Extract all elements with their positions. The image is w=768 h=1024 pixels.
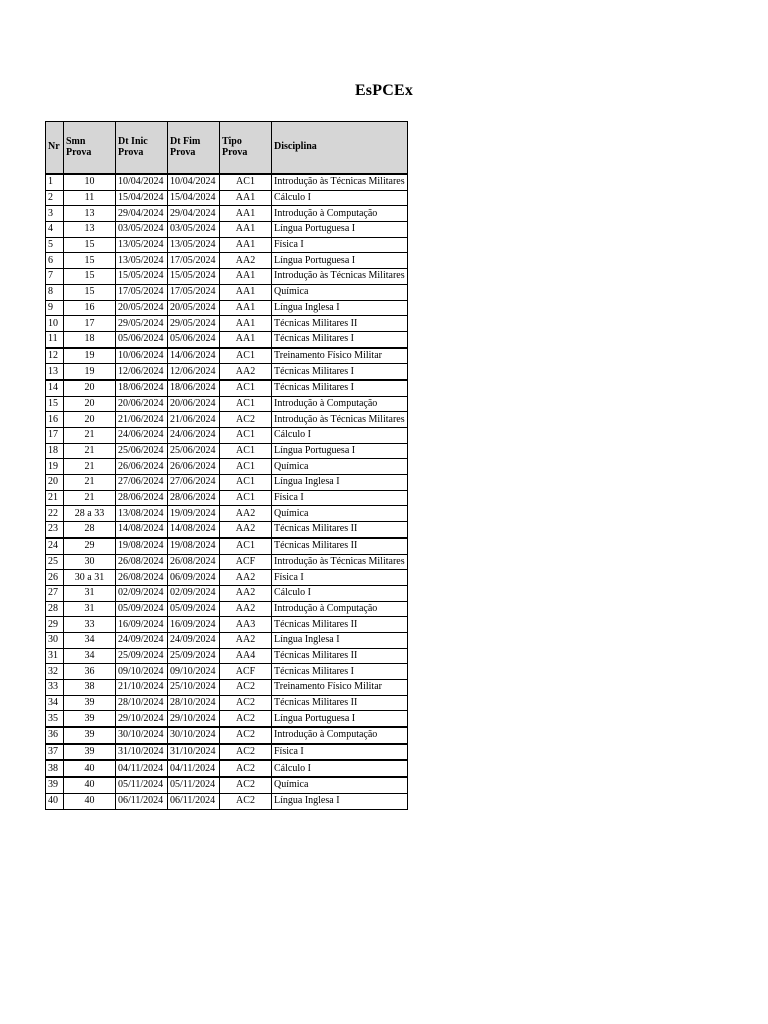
cell-nr: 39 <box>46 777 64 793</box>
cell-disciplina: Língua Inglesa I <box>272 475 408 491</box>
cell-disciplina: Técnicas Militares I <box>272 664 408 680</box>
table-row <box>46 269 408 285</box>
cell-smn-prova: 31 <box>64 585 116 601</box>
cell-disciplina: Treinamento Físico Militar <box>272 680 408 696</box>
cell-disciplina: Técnicas Militares II <box>272 648 408 664</box>
cell-tipo-prova: AA2 <box>220 632 272 648</box>
cell-dt-fim-prova: 28/10/2024 <box>168 695 220 711</box>
cell-tipo-prova: AC2 <box>220 777 272 793</box>
cell-smn-prova: 30 a 31 <box>64 570 116 586</box>
cell-smn-prova: 20 <box>64 380 116 396</box>
cell-dt-fim-prova: 28/06/2024 <box>168 490 220 506</box>
cell-dt-fim-prova: 25/06/2024 <box>168 443 220 459</box>
cell-dt-fim-prova: 25/10/2024 <box>168 680 220 696</box>
header-nr: Nr <box>46 122 64 175</box>
cell-tipo-prova: AA1 <box>220 284 272 300</box>
cell-dt-fim-prova: 19/08/2024 <box>168 538 220 554</box>
cell-tipo-prova: AA1 <box>220 206 272 222</box>
table-row <box>46 664 408 680</box>
cell-tipo-prova: AA3 <box>220 617 272 633</box>
table-row <box>46 459 408 475</box>
cell-nr: 17 <box>46 428 64 444</box>
cell-smn-prova: 21 <box>64 443 116 459</box>
table-row <box>46 554 408 570</box>
table-body <box>46 174 408 809</box>
cell-tipo-prova: AC2 <box>220 744 272 761</box>
cell-nr: 30 <box>46 632 64 648</box>
header-dt-inic-prova: Dt Inic Prova <box>116 122 168 175</box>
cell-disciplina: Química <box>272 777 408 793</box>
cell-tipo-prova: ACF <box>220 664 272 680</box>
cell-tipo-prova: AC1 <box>220 396 272 412</box>
table-row <box>46 364 408 380</box>
cell-disciplina: Física I <box>272 744 408 761</box>
cell-dt-inic-prova: 12/06/2024 <box>116 364 168 380</box>
cell-smn-prova: 34 <box>64 648 116 664</box>
cell-smn-prova: 40 <box>64 777 116 793</box>
cell-tipo-prova: AC1 <box>220 348 272 364</box>
cell-dt-inic-prova: 29/04/2024 <box>116 206 168 222</box>
cell-dt-fim-prova: 04/11/2024 <box>168 760 220 777</box>
cell-tipo-prova: AC1 <box>220 174 272 190</box>
cell-nr: 29 <box>46 617 64 633</box>
cell-dt-inic-prova: 24/06/2024 <box>116 428 168 444</box>
cell-tipo-prova: AA2 <box>220 522 272 538</box>
cell-nr: 16 <box>46 412 64 428</box>
cell-nr: 21 <box>46 490 64 506</box>
cell-tipo-prova: AA2 <box>220 585 272 601</box>
cell-smn-prova: 10 <box>64 174 116 190</box>
cell-nr: 13 <box>46 364 64 380</box>
cell-dt-inic-prova: 10/04/2024 <box>116 174 168 190</box>
cell-smn-prova: 15 <box>64 253 116 269</box>
cell-disciplina: Introdução à Computação <box>272 206 408 222</box>
cell-smn-prova: 29 <box>64 538 116 554</box>
cell-disciplina: Física I <box>272 490 408 506</box>
cell-smn-prova: 20 <box>64 412 116 428</box>
cell-nr: 1 <box>46 174 64 190</box>
cell-disciplina: Química <box>272 506 408 522</box>
cell-dt-inic-prova: 05/06/2024 <box>116 331 168 347</box>
cell-dt-inic-prova: 09/10/2024 <box>116 664 168 680</box>
cell-smn-prova: 40 <box>64 793 116 809</box>
cell-tipo-prova: AC2 <box>220 711 272 727</box>
cell-dt-inic-prova: 18/06/2024 <box>116 380 168 396</box>
cell-smn-prova: 20 <box>64 396 116 412</box>
cell-nr: 37 <box>46 744 64 761</box>
table-row <box>46 538 408 554</box>
cell-dt-inic-prova: 21/06/2024 <box>116 412 168 428</box>
cell-dt-fim-prova: 15/04/2024 <box>168 190 220 206</box>
cell-smn-prova: 11 <box>64 190 116 206</box>
cell-smn-prova: 34 <box>64 632 116 648</box>
cell-dt-fim-prova: 29/10/2024 <box>168 711 220 727</box>
table-row <box>46 522 408 538</box>
cell-dt-inic-prova: 04/11/2024 <box>116 760 168 777</box>
cell-smn-prova: 21 <box>64 475 116 491</box>
cell-disciplina: Introdução à Computação <box>272 396 408 412</box>
cell-disciplina: Introdução às Técnicas Militares <box>272 554 408 570</box>
cell-nr: 18 <box>46 443 64 459</box>
table-row <box>46 680 408 696</box>
cell-smn-prova: 15 <box>64 284 116 300</box>
table-row <box>46 475 408 491</box>
cell-dt-fim-prova: 06/11/2024 <box>168 793 220 809</box>
header-row <box>46 122 408 175</box>
cell-dt-fim-prova: 05/06/2024 <box>168 331 220 347</box>
cell-nr: 6 <box>46 253 64 269</box>
cell-disciplina: Técnicas Militares I <box>272 364 408 380</box>
table-row <box>46 284 408 300</box>
cell-dt-fim-prova: 26/06/2024 <box>168 459 220 475</box>
cell-disciplina: Técnicas Militares I <box>272 380 408 396</box>
cell-disciplina: Técnicas Militares II <box>272 617 408 633</box>
cell-disciplina: Treinamento Físico Militar <box>272 348 408 364</box>
cell-dt-fim-prova: 21/06/2024 <box>168 412 220 428</box>
cell-smn-prova: 31 <box>64 601 116 617</box>
table-row <box>46 396 408 412</box>
cell-tipo-prova: AA4 <box>220 648 272 664</box>
cell-dt-fim-prova: 13/05/2024 <box>168 237 220 253</box>
cell-tipo-prova: AA1 <box>220 190 272 206</box>
cell-dt-inic-prova: 15/05/2024 <box>116 269 168 285</box>
cell-dt-inic-prova: 14/08/2024 <box>116 522 168 538</box>
cell-disciplina: Língua Inglesa I <box>272 632 408 648</box>
cell-smn-prova: 30 <box>64 554 116 570</box>
cell-dt-inic-prova: 13/05/2024 <box>116 253 168 269</box>
cell-disciplina: Técnicas Militares II <box>272 538 408 554</box>
cell-dt-fim-prova: 24/06/2024 <box>168 428 220 444</box>
exam-schedule-table <box>45 121 408 810</box>
cell-dt-inic-prova: 02/09/2024 <box>116 585 168 601</box>
cell-smn-prova: 38 <box>64 680 116 696</box>
cell-tipo-prova: AC2 <box>220 793 272 809</box>
cell-disciplina: Química <box>272 459 408 475</box>
cell-dt-inic-prova: 26/06/2024 <box>116 459 168 475</box>
table-row <box>46 648 408 664</box>
cell-disciplina: Cálculo I <box>272 760 408 777</box>
cell-tipo-prova: AC2 <box>220 727 272 744</box>
cell-dt-inic-prova: 05/09/2024 <box>116 601 168 617</box>
cell-smn-prova: 19 <box>64 364 116 380</box>
cell-dt-fim-prova: 19/09/2024 <box>168 506 220 522</box>
cell-nr: 10 <box>46 316 64 332</box>
cell-dt-fim-prova: 14/06/2024 <box>168 348 220 364</box>
table-row <box>46 237 408 253</box>
cell-dt-fim-prova: 03/05/2024 <box>168 222 220 238</box>
cell-dt-fim-prova: 06/09/2024 <box>168 570 220 586</box>
cell-dt-inic-prova: 20/05/2024 <box>116 300 168 316</box>
cell-nr: 25 <box>46 554 64 570</box>
cell-smn-prova: 39 <box>64 727 116 744</box>
cell-nr: 9 <box>46 300 64 316</box>
table-row <box>46 380 408 396</box>
table-row <box>46 727 408 744</box>
cell-disciplina: Técnicas Militares I <box>272 331 408 347</box>
table-header <box>46 122 408 175</box>
table-row <box>46 570 408 586</box>
cell-smn-prova: 28 <box>64 522 116 538</box>
cell-tipo-prova: AC1 <box>220 459 272 475</box>
cell-tipo-prova: AC1 <box>220 475 272 491</box>
table-row <box>46 777 408 793</box>
cell-dt-fim-prova: 30/10/2024 <box>168 727 220 744</box>
cell-dt-fim-prova: 05/09/2024 <box>168 601 220 617</box>
cell-dt-inic-prova: 27/06/2024 <box>116 475 168 491</box>
cell-disciplina: Cálculo I <box>272 190 408 206</box>
cell-disciplina: Técnicas Militares II <box>272 316 408 332</box>
cell-smn-prova: 40 <box>64 760 116 777</box>
cell-smn-prova: 28 a 33 <box>64 506 116 522</box>
cell-smn-prova: 36 <box>64 664 116 680</box>
cell-dt-inic-prova: 31/10/2024 <box>116 744 168 761</box>
cell-nr: 26 <box>46 570 64 586</box>
cell-dt-fim-prova: 26/08/2024 <box>168 554 220 570</box>
cell-disciplina: Introdução à Computação <box>272 601 408 617</box>
table-row <box>46 253 408 269</box>
table-row <box>46 744 408 761</box>
cell-tipo-prova: AA2 <box>220 364 272 380</box>
table-row <box>46 585 408 601</box>
cell-nr: 36 <box>46 727 64 744</box>
cell-dt-fim-prova: 20/05/2024 <box>168 300 220 316</box>
cell-tipo-prova: AC1 <box>220 538 272 554</box>
cell-dt-inic-prova: 24/09/2024 <box>116 632 168 648</box>
page-title: EsPCEx <box>354 82 414 99</box>
table-row <box>46 793 408 809</box>
table-row <box>46 490 408 506</box>
cell-dt-inic-prova: 21/10/2024 <box>116 680 168 696</box>
cell-nr: 7 <box>46 269 64 285</box>
cell-smn-prova: 39 <box>64 695 116 711</box>
cell-tipo-prova: AC2 <box>220 680 272 696</box>
cell-disciplina: Introdução à Computação <box>272 727 408 744</box>
cell-dt-inic-prova: 13/05/2024 <box>116 237 168 253</box>
cell-dt-fim-prova: 29/05/2024 <box>168 316 220 332</box>
cell-tipo-prova: AA2 <box>220 601 272 617</box>
cell-nr: 23 <box>46 522 64 538</box>
cell-dt-fim-prova: 27/06/2024 <box>168 475 220 491</box>
table-row <box>46 760 408 777</box>
cell-nr: 8 <box>46 284 64 300</box>
cell-tipo-prova: AC2 <box>220 760 272 777</box>
cell-dt-fim-prova: 15/05/2024 <box>168 269 220 285</box>
table-row <box>46 206 408 222</box>
cell-tipo-prova: AC1 <box>220 490 272 506</box>
cell-disciplina: Língua Inglesa I <box>272 300 408 316</box>
cell-nr: 5 <box>46 237 64 253</box>
cell-dt-inic-prova: 28/10/2024 <box>116 695 168 711</box>
cell-dt-fim-prova: 09/10/2024 <box>168 664 220 680</box>
cell-dt-inic-prova: 03/05/2024 <box>116 222 168 238</box>
cell-dt-fim-prova: 29/04/2024 <box>168 206 220 222</box>
cell-tipo-prova: AC2 <box>220 412 272 428</box>
cell-smn-prova: 15 <box>64 237 116 253</box>
cell-smn-prova: 21 <box>64 490 116 506</box>
cell-disciplina: Química <box>272 284 408 300</box>
cell-disciplina: Língua Inglesa I <box>272 793 408 809</box>
header-tipo-prova: Tipo Prova <box>220 122 272 175</box>
table-row <box>46 222 408 238</box>
cell-smn-prova: 21 <box>64 428 116 444</box>
cell-dt-fim-prova: 20/06/2024 <box>168 396 220 412</box>
cell-nr: 3 <box>46 206 64 222</box>
table-row <box>46 174 408 190</box>
cell-smn-prova: 15 <box>64 269 116 285</box>
cell-smn-prova: 39 <box>64 744 116 761</box>
cell-dt-fim-prova: 24/09/2024 <box>168 632 220 648</box>
cell-nr: 38 <box>46 760 64 777</box>
cell-dt-inic-prova: 19/08/2024 <box>116 538 168 554</box>
table-row <box>46 428 408 444</box>
table-row <box>46 632 408 648</box>
cell-dt-fim-prova: 14/08/2024 <box>168 522 220 538</box>
cell-dt-fim-prova: 02/09/2024 <box>168 585 220 601</box>
cell-tipo-prova: ACF <box>220 554 272 570</box>
cell-smn-prova: 13 <box>64 206 116 222</box>
table-row <box>46 412 408 428</box>
table-row <box>46 316 408 332</box>
table-row <box>46 601 408 617</box>
table-row <box>46 300 408 316</box>
cell-tipo-prova: AA2 <box>220 506 272 522</box>
cell-smn-prova: 16 <box>64 300 116 316</box>
cell-dt-fim-prova: 17/05/2024 <box>168 253 220 269</box>
table-row <box>46 443 408 459</box>
cell-dt-inic-prova: 25/06/2024 <box>116 443 168 459</box>
cell-tipo-prova: AA1 <box>220 331 272 347</box>
cell-disciplina: Técnicas Militares II <box>272 695 408 711</box>
cell-smn-prova: 18 <box>64 331 116 347</box>
cell-smn-prova: 17 <box>64 316 116 332</box>
cell-dt-inic-prova: 30/10/2024 <box>116 727 168 744</box>
cell-disciplina: Introdução às Técnicas Militares <box>272 412 408 428</box>
cell-dt-inic-prova: 17/05/2024 <box>116 284 168 300</box>
cell-nr: 12 <box>46 348 64 364</box>
cell-nr: 2 <box>46 190 64 206</box>
cell-nr: 14 <box>46 380 64 396</box>
cell-dt-inic-prova: 29/05/2024 <box>116 316 168 332</box>
cell-nr: 35 <box>46 711 64 727</box>
cell-dt-fim-prova: 12/06/2024 <box>168 364 220 380</box>
cell-dt-inic-prova: 15/04/2024 <box>116 190 168 206</box>
cell-smn-prova: 33 <box>64 617 116 633</box>
cell-dt-inic-prova: 29/10/2024 <box>116 711 168 727</box>
cell-nr: 32 <box>46 664 64 680</box>
cell-dt-fim-prova: 25/09/2024 <box>168 648 220 664</box>
cell-dt-inic-prova: 25/09/2024 <box>116 648 168 664</box>
cell-disciplina: Técnicas Militares II <box>272 522 408 538</box>
cell-tipo-prova: AA2 <box>220 253 272 269</box>
cell-dt-fim-prova: 17/05/2024 <box>168 284 220 300</box>
cell-disciplina: Língua Portuguesa I <box>272 443 408 459</box>
cell-disciplina: Física I <box>272 570 408 586</box>
cell-disciplina: Língua Portuguesa I <box>272 711 408 727</box>
cell-dt-inic-prova: 16/09/2024 <box>116 617 168 633</box>
cell-nr: 27 <box>46 585 64 601</box>
cell-tipo-prova: AC1 <box>220 428 272 444</box>
cell-nr: 4 <box>46 222 64 238</box>
cell-nr: 24 <box>46 538 64 554</box>
cell-tipo-prova: AA1 <box>220 222 272 238</box>
cell-disciplina: Língua Portuguesa I <box>272 253 408 269</box>
cell-nr: 11 <box>46 331 64 347</box>
cell-dt-inic-prova: 28/06/2024 <box>116 490 168 506</box>
cell-disciplina: Cálculo I <box>272 585 408 601</box>
cell-dt-fim-prova: 31/10/2024 <box>168 744 220 761</box>
cell-smn-prova: 21 <box>64 459 116 475</box>
cell-smn-prova: 19 <box>64 348 116 364</box>
cell-dt-inic-prova: 13/08/2024 <box>116 506 168 522</box>
cell-disciplina: Introdução às Técnicas Militares <box>272 174 408 190</box>
cell-tipo-prova: AA1 <box>220 300 272 316</box>
cell-dt-inic-prova: 26/08/2024 <box>116 570 168 586</box>
cell-dt-inic-prova: 05/11/2024 <box>116 777 168 793</box>
table-row <box>46 695 408 711</box>
cell-nr: 19 <box>46 459 64 475</box>
cell-disciplina: Cálculo I <box>272 428 408 444</box>
cell-tipo-prova: AC1 <box>220 443 272 459</box>
table-row <box>46 711 408 727</box>
cell-tipo-prova: AC2 <box>220 695 272 711</box>
cell-dt-inic-prova: 06/11/2024 <box>116 793 168 809</box>
cell-disciplina: Introdução às Técnicas Militares <box>272 269 408 285</box>
header-dt-fim-prova: Dt Fim Prova <box>168 122 220 175</box>
cell-nr: 22 <box>46 506 64 522</box>
cell-dt-fim-prova: 16/09/2024 <box>168 617 220 633</box>
cell-tipo-prova: AA2 <box>220 570 272 586</box>
cell-nr: 33 <box>46 680 64 696</box>
table-row <box>46 190 408 206</box>
table-row <box>46 331 408 347</box>
cell-dt-fim-prova: 05/11/2024 <box>168 777 220 793</box>
cell-dt-inic-prova: 10/06/2024 <box>116 348 168 364</box>
cell-disciplina: Língua Portuguesa I <box>272 222 408 238</box>
cell-nr: 34 <box>46 695 64 711</box>
cell-tipo-prova: AA1 <box>220 269 272 285</box>
cell-dt-fim-prova: 18/06/2024 <box>168 380 220 396</box>
table-row <box>46 506 408 522</box>
cell-dt-inic-prova: 26/08/2024 <box>116 554 168 570</box>
cell-nr: 15 <box>46 396 64 412</box>
cell-dt-inic-prova: 20/06/2024 <box>116 396 168 412</box>
cell-nr: 20 <box>46 475 64 491</box>
header-disciplina: Disciplina <box>272 122 408 175</box>
cell-tipo-prova: AA1 <box>220 237 272 253</box>
cell-tipo-prova: AA1 <box>220 316 272 332</box>
cell-nr: 31 <box>46 648 64 664</box>
table-row <box>46 617 408 633</box>
cell-disciplina: Física I <box>272 237 408 253</box>
cell-dt-fim-prova: 10/04/2024 <box>168 174 220 190</box>
cell-nr: 28 <box>46 601 64 617</box>
header-smn-prova: Smn Prova <box>64 122 116 175</box>
cell-tipo-prova: AC1 <box>220 380 272 396</box>
table-row <box>46 348 408 364</box>
cell-smn-prova: 13 <box>64 222 116 238</box>
cell-smn-prova: 39 <box>64 711 116 727</box>
cell-nr: 40 <box>46 793 64 809</box>
